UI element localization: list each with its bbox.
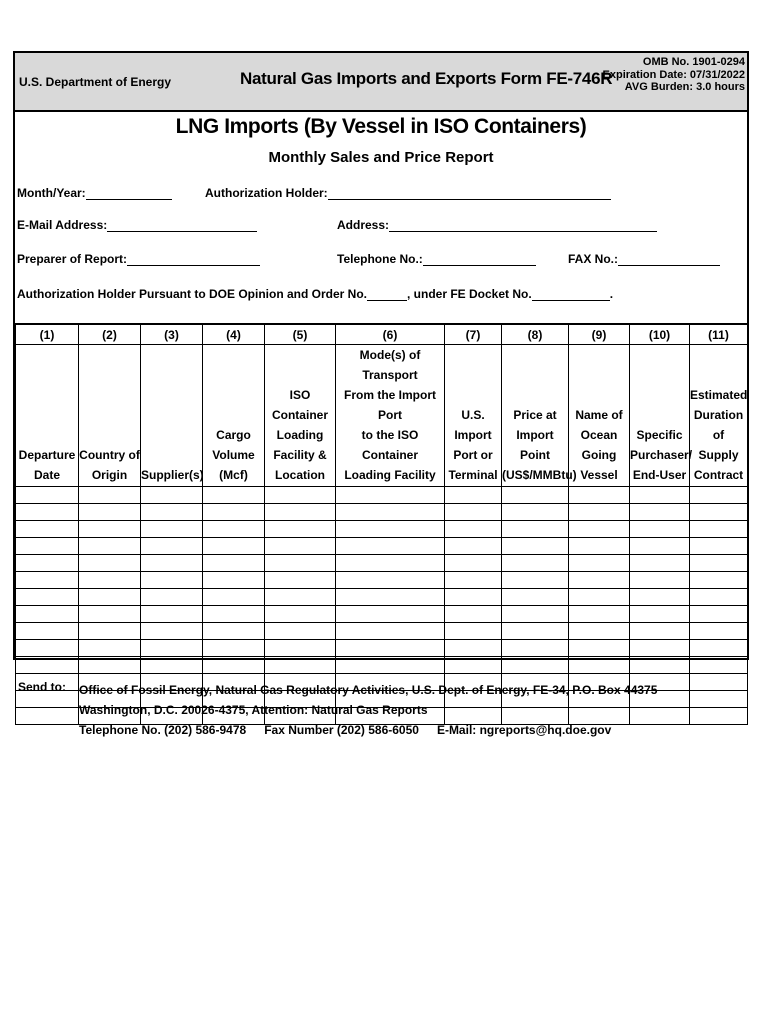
table-cell[interactable] xyxy=(630,521,690,538)
avg-burden: AVG Burden: 3.0 hours xyxy=(624,81,745,93)
column-header-row xyxy=(16,345,748,487)
table-cell[interactable] xyxy=(336,487,445,504)
telephone-line[interactable] xyxy=(423,253,536,266)
table-cell[interactable] xyxy=(16,657,79,674)
column-header xyxy=(690,345,748,487)
table-cell[interactable] xyxy=(445,538,502,555)
address-field[interactable] xyxy=(337,218,657,232)
table-cell[interactable] xyxy=(502,589,569,606)
table-cell[interactable] xyxy=(569,521,630,538)
table-cell[interactable] xyxy=(141,606,203,623)
report-table xyxy=(15,323,748,725)
column-header-line: End-User xyxy=(632,468,687,482)
column-header-line: Duration of xyxy=(693,408,744,442)
table-cell[interactable] xyxy=(79,623,141,640)
table-cell[interactable] xyxy=(445,606,502,623)
table-cell[interactable] xyxy=(569,657,630,674)
table-cell[interactable] xyxy=(79,589,141,606)
column-header xyxy=(203,345,265,487)
column-number: (10) xyxy=(630,324,690,345)
table-cell[interactable] xyxy=(690,572,748,589)
column-number: (7) xyxy=(445,324,502,345)
table-cell[interactable] xyxy=(502,504,569,521)
table-cell[interactable] xyxy=(690,708,748,725)
column-header xyxy=(141,345,203,487)
form-title: Natural Gas Imports and Exports Form FE-746R xyxy=(240,69,613,88)
table-cell[interactable] xyxy=(445,623,502,640)
table-cell[interactable] xyxy=(445,504,502,521)
expiration-date: Expiration Date: 07/31/2022 xyxy=(602,68,745,81)
column-header-line: Ocean Going xyxy=(580,428,618,462)
column-number: (2) xyxy=(79,324,141,345)
table-cell[interactable] xyxy=(16,504,79,521)
column-header-line: Vessel xyxy=(580,468,618,482)
table-cell[interactable] xyxy=(630,623,690,640)
column-header xyxy=(630,345,693,487)
address-line[interactable] xyxy=(389,219,657,232)
table-cell[interactable] xyxy=(16,589,79,606)
email-line[interactable] xyxy=(107,219,257,232)
table-cell[interactable] xyxy=(630,572,690,589)
table-cell[interactable] xyxy=(690,555,748,572)
table-cell[interactable] xyxy=(16,708,79,725)
column-number: (4) xyxy=(203,324,265,345)
column-header-line: Cargo xyxy=(216,428,251,442)
table-cell[interactable] xyxy=(630,589,690,606)
column-number: (5) xyxy=(265,324,336,345)
table-cell[interactable] xyxy=(690,657,748,674)
column-header-line: Purchaser/ xyxy=(630,448,693,462)
report-title: LNG Imports (By Vessel in ISO Containers) xyxy=(175,115,587,138)
column-header xyxy=(502,345,577,487)
column-header-line: Facility & xyxy=(273,448,327,462)
table-cell[interactable] xyxy=(16,521,79,538)
table-cell[interactable] xyxy=(79,504,141,521)
table-cell[interactable] xyxy=(690,538,748,555)
column-header-line: Departure xyxy=(18,448,76,462)
table-row xyxy=(16,521,748,538)
table-cell[interactable] xyxy=(690,589,748,606)
report-subtitle: Monthly Sales and Price Report xyxy=(268,149,494,166)
table-cell[interactable] xyxy=(336,623,445,640)
table-cell[interactable] xyxy=(502,487,569,504)
table-cell[interactable] xyxy=(265,623,336,640)
month-year-field[interactable] xyxy=(17,186,172,200)
telephone-field[interactable] xyxy=(337,252,536,266)
table-cell[interactable] xyxy=(16,572,79,589)
table-cell[interactable] xyxy=(690,521,748,538)
column-header-line: Name of xyxy=(575,408,623,422)
table-cell[interactable] xyxy=(630,487,690,504)
table-cell[interactable] xyxy=(569,640,630,657)
table-cell[interactable] xyxy=(569,487,630,504)
table-cell[interactable] xyxy=(690,504,748,521)
fax-field[interactable] xyxy=(568,252,720,266)
column-header xyxy=(336,345,445,487)
column-header-line: Origin xyxy=(91,468,128,482)
address-label: Address: xyxy=(337,218,390,232)
column-number: (1) xyxy=(16,324,79,345)
table-cell[interactable] xyxy=(445,589,502,606)
table-cell[interactable] xyxy=(265,504,336,521)
table-row xyxy=(16,640,748,657)
table-cell[interactable] xyxy=(265,572,336,589)
table-cell[interactable] xyxy=(630,606,690,623)
column-header xyxy=(445,345,502,487)
column-header-line: Estimated xyxy=(690,388,748,402)
omb-number: OMB No. 1901-0294 xyxy=(642,56,745,68)
table-cell[interactable] xyxy=(690,640,748,657)
table-cell[interactable] xyxy=(336,555,445,572)
table-cell[interactable] xyxy=(265,640,336,657)
table-cell[interactable] xyxy=(502,521,569,538)
table-cell[interactable] xyxy=(79,555,141,572)
table-cell[interactable] xyxy=(265,555,336,572)
table-cell[interactable] xyxy=(569,572,630,589)
table-cell[interactable] xyxy=(141,487,203,504)
table-cell[interactable] xyxy=(502,640,569,657)
table-cell[interactable] xyxy=(79,538,141,555)
table-cell[interactable] xyxy=(16,606,79,623)
column-header-line: Import Point xyxy=(516,428,554,462)
column-header-line: Volume xyxy=(212,448,255,462)
email-field[interactable] xyxy=(17,218,257,232)
table-cell[interactable] xyxy=(336,589,445,606)
table-cell[interactable] xyxy=(265,589,336,606)
order-number-line[interactable] xyxy=(367,288,407,301)
table-cell[interactable] xyxy=(569,606,630,623)
table-cell[interactable] xyxy=(203,606,265,623)
table-cell[interactable] xyxy=(203,504,265,521)
table-cell[interactable] xyxy=(569,504,630,521)
column-header-line: Supply xyxy=(698,448,739,462)
table-cell[interactable] xyxy=(630,640,690,657)
column-header-line: Port or xyxy=(453,448,493,462)
column-number: (9) xyxy=(569,324,630,345)
month-year-label: Month/Year: xyxy=(17,186,86,200)
table-cell[interactable] xyxy=(203,538,265,555)
table-cell[interactable] xyxy=(265,657,336,674)
table-cell[interactable] xyxy=(141,538,203,555)
pursuant-period: . xyxy=(609,287,614,301)
table-cell[interactable] xyxy=(630,504,690,521)
table-cell[interactable] xyxy=(445,640,502,657)
column-header-line: ISO Container xyxy=(271,388,328,422)
table-row xyxy=(16,572,748,589)
column-number: (8) xyxy=(502,324,569,345)
column-header-line: Contract xyxy=(693,468,744,482)
table-cell[interactable] xyxy=(445,572,502,589)
column-header-line: Country of xyxy=(79,448,140,462)
column-header-line: Supplier(s) xyxy=(141,468,204,482)
table-cell[interactable] xyxy=(336,572,445,589)
omb-info xyxy=(603,56,745,94)
address-line-2: Washington, D.C. 20026-4375, Attention: Natural Gas Reports xyxy=(79,703,428,717)
column-header xyxy=(265,345,336,487)
authorization-holder-label: Authorization Holder: xyxy=(205,186,328,200)
table-row xyxy=(16,606,748,623)
table-cell[interactable] xyxy=(79,640,141,657)
table-cell[interactable] xyxy=(141,504,203,521)
table-cell[interactable] xyxy=(203,640,265,657)
column-header-line: Loading xyxy=(276,428,324,442)
fax-line[interactable] xyxy=(618,253,720,266)
column-header-line: Loading Facility xyxy=(344,468,436,482)
preparer-line[interactable] xyxy=(127,253,260,266)
table-cell[interactable] xyxy=(502,572,569,589)
column-header-line: Date xyxy=(33,468,60,482)
docket-label: , under FE Docket No. xyxy=(407,287,532,301)
table-cell[interactable] xyxy=(336,606,445,623)
column-header-line: Terminal xyxy=(448,468,498,482)
table-cell[interactable] xyxy=(265,606,336,623)
table-cell[interactable] xyxy=(141,640,203,657)
contact-line xyxy=(79,720,657,740)
preparer-field[interactable] xyxy=(17,252,260,266)
table-cell[interactable] xyxy=(203,521,265,538)
table-cell[interactable] xyxy=(265,487,336,504)
address-line-1: Office of Fossil Energy, Natural Gas Regulatory Activities, U.S. Dept. of Energy, FE-34, P.O. Box 44375 xyxy=(79,683,658,697)
table-cell[interactable] xyxy=(203,487,265,504)
table-cell[interactable] xyxy=(203,589,265,606)
email-label: E-Mail Address: xyxy=(17,218,108,232)
authorization-holder-line[interactable] xyxy=(328,187,611,200)
telephone-label: Telephone No.: xyxy=(337,252,423,266)
column-header xyxy=(569,345,630,487)
table-cell[interactable] xyxy=(690,606,748,623)
table-cell[interactable] xyxy=(445,555,502,572)
table-row xyxy=(16,538,748,555)
table-cell[interactable] xyxy=(79,606,141,623)
table-cell[interactable] xyxy=(203,555,265,572)
table-cell[interactable] xyxy=(630,538,690,555)
table-cell[interactable] xyxy=(141,572,203,589)
table-cell[interactable] xyxy=(690,623,748,640)
contact-fax: Fax Number (202) 586-6050 xyxy=(264,723,419,737)
column-header-line: Specific xyxy=(636,428,683,442)
column-number-row xyxy=(16,324,748,345)
table-cell[interactable] xyxy=(502,538,569,555)
table-cell[interactable] xyxy=(690,691,748,708)
table-cell[interactable] xyxy=(445,657,502,674)
send-to-label: Send to: xyxy=(18,680,66,694)
table-cell[interactable] xyxy=(79,657,141,674)
table-row xyxy=(16,657,748,674)
table-cell[interactable] xyxy=(336,538,445,555)
table-cell[interactable] xyxy=(336,657,445,674)
form-frame xyxy=(13,51,749,660)
send-to-address xyxy=(79,680,657,740)
table-cell[interactable] xyxy=(203,657,265,674)
table-cell[interactable] xyxy=(336,521,445,538)
column-header xyxy=(79,345,141,487)
table-cell[interactable] xyxy=(265,538,336,555)
table-cell[interactable] xyxy=(502,555,569,572)
table-cell[interactable] xyxy=(569,538,630,555)
column-header-line: From the Import Port xyxy=(344,388,436,422)
table-cell[interactable] xyxy=(141,623,203,640)
table-cell[interactable] xyxy=(203,572,265,589)
table-cell[interactable] xyxy=(16,623,79,640)
table-cell[interactable] xyxy=(141,657,203,674)
pursuant-field[interactable] xyxy=(17,287,613,301)
contact-email: E-Mail: ngreports@hq.doe.gov xyxy=(436,723,612,737)
table-cell[interactable] xyxy=(141,521,203,538)
pursuant-label: Authorization Holder Pursuant to DOE Opinion and Order No. xyxy=(17,287,367,301)
contact-telephone: Telephone No. (202) 586-9478 xyxy=(79,723,247,737)
fax-label: FAX No.: xyxy=(568,252,618,266)
table-cell[interactable] xyxy=(265,521,336,538)
column-header-line: Price at xyxy=(513,408,557,422)
form-header xyxy=(15,53,747,112)
authorization-holder-field[interactable] xyxy=(205,186,611,200)
table-cell[interactable] xyxy=(569,555,630,572)
table-cell[interactable] xyxy=(690,674,748,691)
table-cell[interactable] xyxy=(141,555,203,572)
table-cell[interactable] xyxy=(16,487,79,504)
table-cell[interactable] xyxy=(502,623,569,640)
column-header-line: (Mcf) xyxy=(219,468,248,482)
column-number: (11) xyxy=(690,324,748,345)
table-cell[interactable] xyxy=(502,606,569,623)
column-header-line: (US$/MMBtu) xyxy=(502,468,577,482)
table-cell[interactable] xyxy=(79,572,141,589)
table-row xyxy=(16,487,748,504)
table-cell[interactable] xyxy=(690,487,748,504)
table-cell[interactable] xyxy=(141,589,203,606)
table-cell[interactable] xyxy=(445,487,502,504)
preparer-label: Preparer of Report: xyxy=(17,252,128,266)
table-cell[interactable] xyxy=(79,487,141,504)
column-header-line: Location xyxy=(275,468,325,482)
table-row xyxy=(16,589,748,606)
table-cell[interactable] xyxy=(336,504,445,521)
table-cell[interactable] xyxy=(16,555,79,572)
table-row xyxy=(16,504,748,521)
table-cell[interactable] xyxy=(79,521,141,538)
table-cell[interactable] xyxy=(630,657,690,674)
column-number: (3) xyxy=(141,324,203,345)
table-cell[interactable] xyxy=(16,640,79,657)
table-cell[interactable] xyxy=(336,640,445,657)
table-cell[interactable] xyxy=(203,623,265,640)
table-cell[interactable] xyxy=(502,657,569,674)
column-number: (6) xyxy=(336,324,445,345)
column-header-line: Mode(s) of Transport xyxy=(359,348,421,382)
column-header-line: to the ISO Container xyxy=(361,428,419,462)
table-cell[interactable] xyxy=(569,589,630,606)
table-cell[interactable] xyxy=(630,555,690,572)
table-cell[interactable] xyxy=(569,623,630,640)
table-row xyxy=(16,555,748,572)
table-cell[interactable] xyxy=(16,538,79,555)
docket-number-line[interactable] xyxy=(532,288,610,301)
table-row xyxy=(16,623,748,640)
department-name: U.S. Department of Energy xyxy=(19,75,172,89)
column-header xyxy=(16,345,79,487)
month-year-line[interactable] xyxy=(86,187,172,200)
table-cell[interactable] xyxy=(445,521,502,538)
column-header-line: U.S. Import xyxy=(454,408,492,442)
